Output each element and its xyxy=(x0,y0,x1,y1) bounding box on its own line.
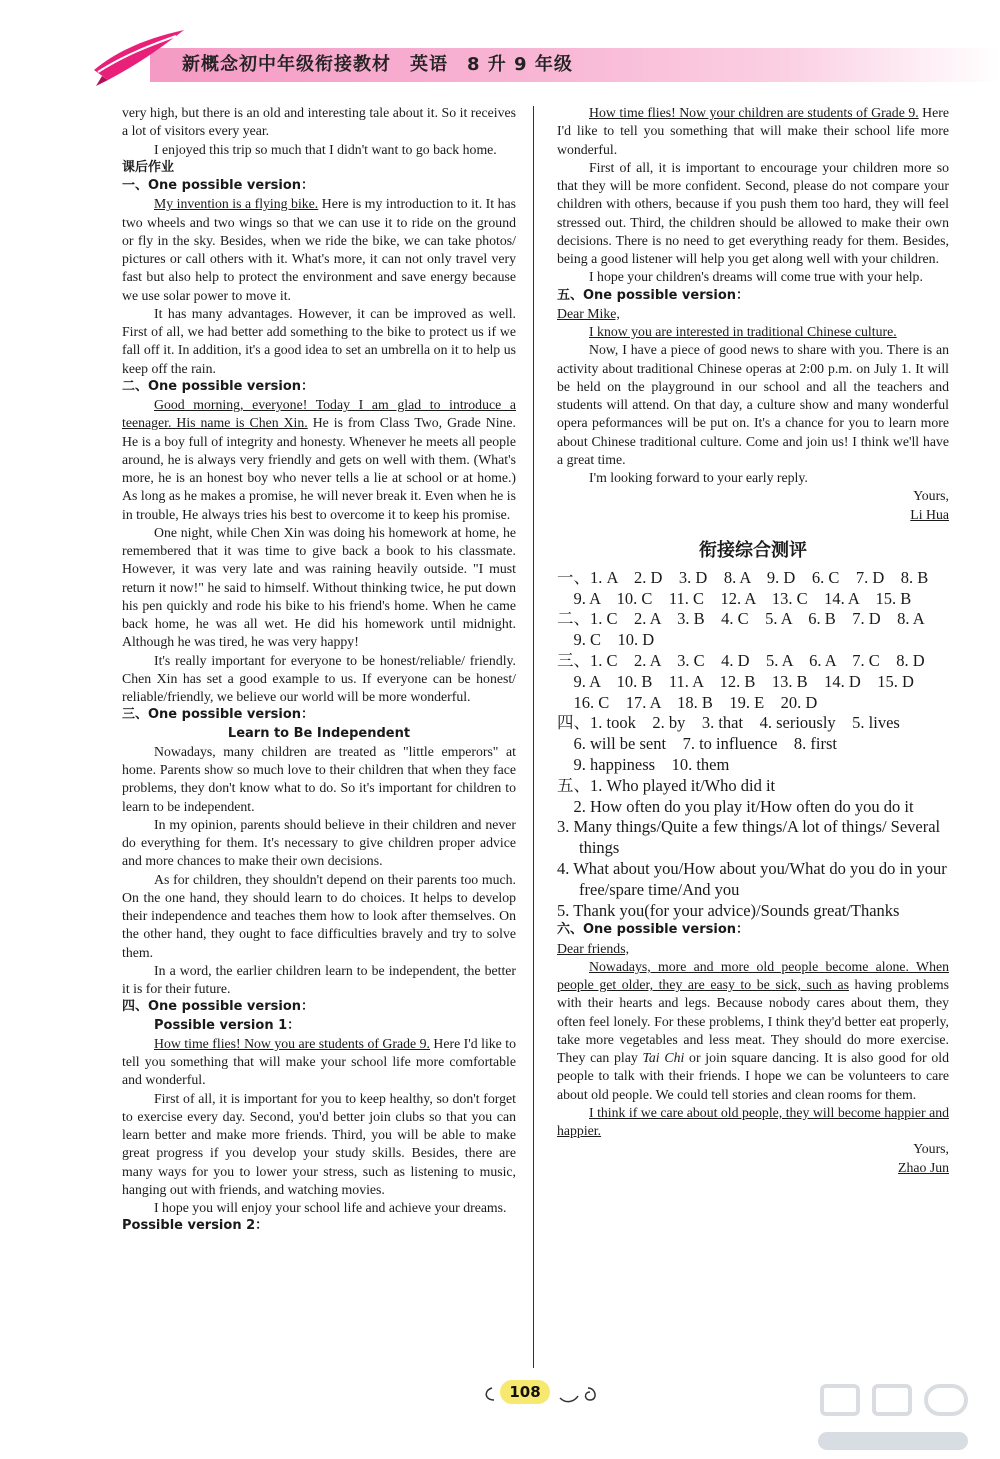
underlined-sentence: Nowadays, more and more old people become alone. When people get older, they are easy to be sick, such as xyxy=(557,958,949,993)
paragraph-text: Here I'd like to tell you something that will make your school life more comfortable and wonderful. xyxy=(122,1035,516,1088)
letter-salutation: Dear friends, xyxy=(557,940,630,956)
page-number: 108 xyxy=(500,1380,550,1404)
homework-heading: 课后作业 xyxy=(122,159,175,175)
paragraph xyxy=(122,396,516,524)
underlined-sentence: My invention is a flying bike. xyxy=(154,196,319,212)
answer-line: 9. happiness 10. them xyxy=(557,754,730,774)
watermark-mark-icon xyxy=(818,1428,968,1454)
letter-closing: Yours, xyxy=(913,488,949,504)
paragraph: One night, while Chen Xin was doing his homework at home, he remembered that it was time to give back a book to his classmate. However, it was very late and was raining heavily outside. "I must return it now!" he said to himself. Without thinking twice, he put down his pen quickly and rode his bike to his friend's home. When he came back home, he was all wet. He did his homework until midnight. Although he was tired, he was very happy! xyxy=(122,524,516,650)
answer-line: 2. How often do you play it/How often do you do it xyxy=(557,796,914,816)
paragraph: It's really important for everyone to be honest/reliable/ friendly. Chen Xin has set a good example to us. If everyone can be honest/ reliable/friendly, we believe our world will be more wonderful. xyxy=(122,652,516,704)
paragraph xyxy=(122,195,516,305)
answer-key xyxy=(557,568,949,922)
paragraph: I hope you will enjoy your school life and achieve your dreams. xyxy=(154,1200,507,1215)
version-heading: Possible version 1： xyxy=(154,1017,301,1033)
answer-line: 二、1. C 2. A 3. B 4. C 5. A 6. B 7. D 8. A xyxy=(557,609,925,629)
letter-signature: Li Hua xyxy=(910,506,949,522)
right-column xyxy=(557,104,949,1177)
paragraph xyxy=(557,323,949,341)
paragraph: I hope your children's dreams will come true with your help. xyxy=(589,269,923,285)
italic-term: Tai Chi xyxy=(642,1050,685,1066)
section-heading: 五、One possible version： xyxy=(557,287,750,303)
answer-line: 一、1. A 2. D 3. D 8. A 9. D 6. C 7. D 8. B xyxy=(557,567,929,587)
section-heading: 三、One possible version： xyxy=(122,707,315,723)
underlined-sentence: How time flies! Now you are students of Grade 9. xyxy=(154,1035,430,1051)
paragraph: As for children, they shouldn't depend on their parents too much. On the one hand, they should learn to do choices. It helps to develop their independence and teaches them how to look after themselves. On the other hand, they ought to face difficulties bravely and try to solve them. xyxy=(122,871,516,960)
test-title: 衔接综合测评 xyxy=(699,539,807,561)
letter-closing: Yours, xyxy=(913,1141,949,1157)
paragraph: First of all, it is important to encourage your children more so that they will be more confident. Second, please do not compare your children with others, because if you push them too hard, they will feel stressed out. Third, the children should be allowed to make their own decisions. There is no need to get everything ready for them. Besides, being a good listener will help you get along well with your children. xyxy=(557,159,949,266)
underlined-sentence: I know you are interested in traditional Chinese culture. xyxy=(589,324,897,339)
left-column xyxy=(122,104,516,1236)
paragraph: Nowadays, many children are treated as "little emperors" at home. Parents show so much love to their children that when they face problems, they don't know what to do. So it's important for children to learn to be independent. xyxy=(122,743,516,814)
book-title: 新概念初中年级衔接教材 英语 8 升 9 年级 xyxy=(182,54,573,75)
paragraph: I enjoyed this trip so much that I didn't want to go back home. xyxy=(154,141,497,157)
paragraph: I'm looking forward to your early reply. xyxy=(589,470,808,485)
paragraph: In my opinion, parents should believe in their children and never do everything for them. It's necessary to give children proper advice and more chances to make their own decisions. xyxy=(122,816,516,869)
column-divider xyxy=(533,106,534,1368)
underlined-sentence: Good morning, everyone! Today I am glad to introduce a teenager. His name is Chen Xin. xyxy=(122,397,516,431)
answer-line: 五、1. Who played it/Who did it xyxy=(557,775,776,795)
paragraph: In a word, the earlier children learn to be independent, the better it is for their future. xyxy=(122,962,516,996)
section-heading: 二、One possible version： xyxy=(122,378,315,394)
paragraph: very high, but there is an old and interesting tale about it. So it receives a lot of visitors every year. xyxy=(122,105,516,139)
letter-salutation: Dear Mike, xyxy=(557,305,620,321)
answer-line: 9. A 10. B 11. A 12. B 13. B 14. D 15. D xyxy=(557,671,914,691)
paragraph-text: Here is my introduction to it. It has two wheels and two wings so that we can use it to ride on the ground or fly in the sky. Besides, when we ride the bike, we can take photos/ pictures or call others with it. What's more, it can not only travel very fast but also help to protect the environment and save energy because we use solar power to move it. xyxy=(122,196,516,303)
watermark-logo-icon xyxy=(818,1380,978,1420)
letter-signature: Zhao Jun xyxy=(898,1159,949,1175)
answer-line: 5. Thank you(for your advice)/Sounds great/Thanks xyxy=(557,900,900,920)
paragraph-text: He is from Class Two, Grade Nine. He is a boy full of integrity and honesty. Whenever he meets all people around, he is always very friendly and gets on well with them. (What's more, he is an honest boy who never tells a lie at school or at home.) As long as he makes a promise, he will never break it. Even when he is in trouble, He always tries his best to overcome it to keep his promise. xyxy=(122,415,516,522)
answer-line: 16. C 17. A 18. B 19. E 20. D xyxy=(557,692,818,712)
underlined-sentence: How time flies! Now your children are students of Grade 9. xyxy=(589,105,919,120)
paragraph-text: or join square dancing. It is also good for old people to talk with their friends. I hope we can be volunteers to care about old people. We could tell stories and clean rooms for them. xyxy=(557,1050,949,1102)
paragraph: First of all, it is important for you to keep healthy, so don't forget to exercise every day. Second, you'd better join clubs so that you can learn better and make more friends. Third, you will be able to make great progress if you develop your study skills. Besides, there are many ways for you to lower your stress, such as listening to music, hanging out with friends, and watching movies. xyxy=(122,1090,516,1197)
answer-line: 四、1. took 2. by 3. that 4. seriously 5. lives xyxy=(557,713,900,733)
section-heading: 六、One possible version： xyxy=(557,922,750,938)
paragraph-text: having problems with their hearts and legs. Because nobody cares about them, they often feel lonely. For these problems, I think they'd better eat properly, take more vegetables and less meat. They should do more exercise. They can play xyxy=(557,977,949,1066)
underlined-sentence: I think if we care about old people, they will become happier and happier. xyxy=(557,1104,949,1139)
version-heading: Possible version 2： xyxy=(122,1218,269,1234)
section-heading: 四、One possible version： xyxy=(122,999,315,1015)
answer-line: 3. Many things/Quite a few things/A lot of things/ Several things xyxy=(557,817,941,858)
answer-line: 4. What about you/How about you/What do you do in your free/spare time/And you xyxy=(557,858,947,899)
paragraph xyxy=(557,1104,949,1141)
paragraph-text: Here I'd like to tell you something that will make their school life more wonderful. xyxy=(557,105,949,157)
paragraph xyxy=(122,1035,516,1090)
paragraph xyxy=(557,104,949,159)
section-heading: 一、One possible version： xyxy=(122,178,315,193)
answer-line: 6. will be sent 7. to influence 8. first xyxy=(557,734,837,754)
essay-title: Learn to Be Independent xyxy=(227,725,411,741)
answer-line: 三、1. C 2. A 3. C 4. D 5. A 6. A 7. C 8. D xyxy=(557,650,925,670)
answer-line: 9. C 10. D xyxy=(557,630,655,650)
paragraph xyxy=(557,958,949,1104)
answer-line: 9. A 10. C 11. C 12. A 13. C 14. A 15. B xyxy=(557,588,912,608)
paragraph: Now, I have a piece of good news to share with you. There is an activity about traditional Chinese operas at 2:00 p.m. on July 1. It will be held on the playground in our school and all the teachers and students will attend. On that day, a culture show and many wonderful opera peformances will be put on. It's a chance for you to learn more about Chinese traditional culture. Come and join us! I think we'll have a great time. xyxy=(557,342,949,467)
pen-logo-icon xyxy=(88,20,188,90)
paragraph: It has many advantages. However, it can be improved as well. First of all, we had better add something to the bike to protect us if we fall off it. In addition, it's a good idea to set an umbrella on it to help us keep off the rain. xyxy=(122,305,516,376)
